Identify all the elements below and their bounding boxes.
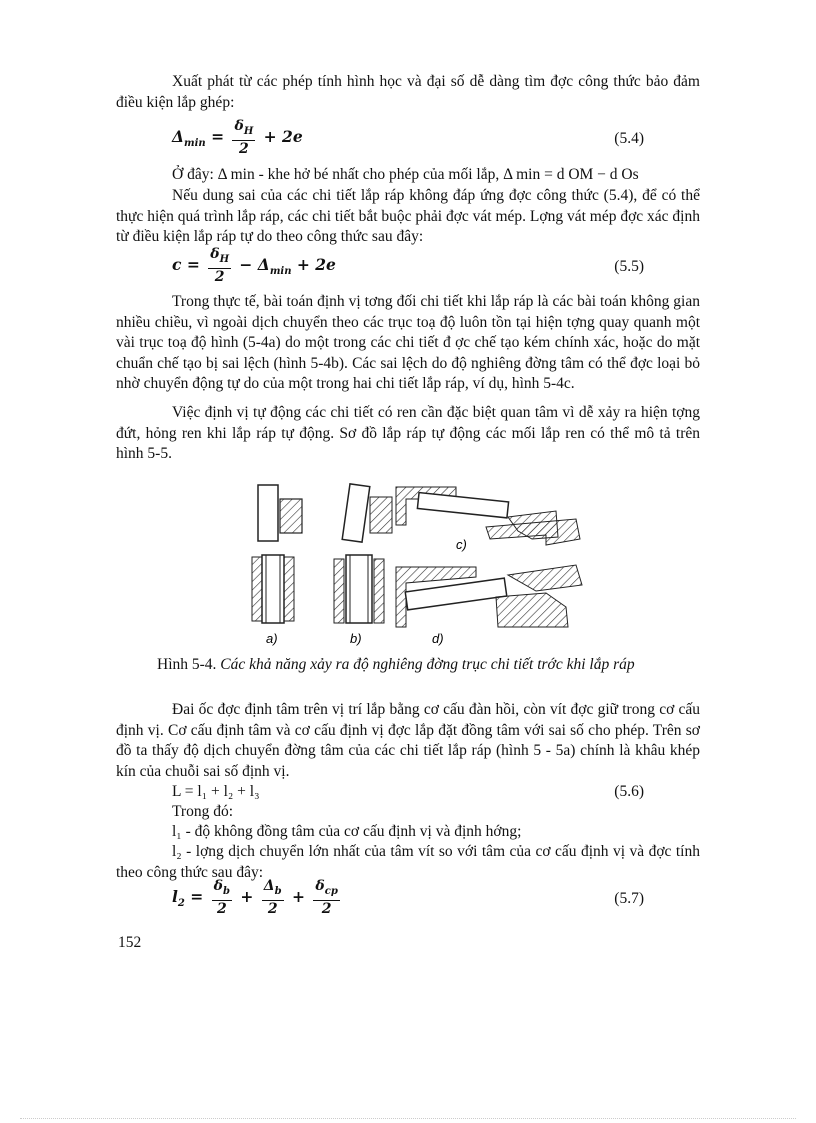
diagram-c (396, 487, 580, 545)
equation-5-7 (172, 878, 700, 920)
paragraph-intro: Xuất phát từ các phép tính hình học và đại số dễ dàng tìm đợc công thức bảo đảm điều kiện lắp ghép: (116, 73, 700, 111)
label-a: a) (266, 631, 278, 646)
formula-5-6: L = l₁ + l₂ + l₃ (172, 783, 260, 800)
page-number: 152 (118, 934, 142, 951)
caption-prefix: Hình 5-4. (157, 656, 217, 673)
line-l1: l₁ - độ không đồng tâm của cơ cấu định vị và định hớng; (172, 823, 522, 840)
paragraph-threads: Việc định vị tự động các chi tiết có ren cần đặc biệt quan tâm vì dễ xảy ra hiện tợng đứt, hỏng ren khi lắp ráp tự động. Sơ đồ lắp ráp tự động các mối lắp ren có thể mô tả trên hình 5-5. (116, 404, 700, 462)
paragraph-where: Ở đây: Δ min - khe hở bé nhất cho phép của mối lắp, Δ min = d OM − d Os (172, 166, 639, 183)
diagram-b-top (342, 484, 392, 542)
equation-number: (5.7) (614, 890, 644, 907)
equation-5-4 (172, 118, 700, 160)
equation-number: (5.5) (614, 258, 644, 275)
equation-number: (5.4) (614, 130, 644, 147)
label-d: d) (432, 631, 444, 646)
equation-5-5 (172, 246, 700, 288)
equation-5-6 (116, 782, 700, 803)
paragraph-reality: Trong thực tế, bài toán định vị tơng đối chi tiết khi lắp ráp là các bài toán không gian nhiều chiều, vì ngoài dịch chuyển theo các trục toạ độ luôn tồn tại hiện tợng quay quanh một vài trục toạ độ hình (5-4a) do một trong các chi tiết đ ợc chế tạo kém chính xác, hoặc do mặt chuẩn chế tạo bị sai lệch (hình 5-4b). Các sai lệch do độ nghiêng đờng tâm có thể đợc loại bỏ nhờ chuyển động tự do của một trong hai chi tiết lắp ráp, ví dụ, hình 5-4c. (116, 293, 700, 392)
formula-5-7: $l_2$ = $\frac{\delta_b}{2}$ + $\frac{\Delta_b}{2}$ + $\frac{\delta_{cp}}{2}$ (172, 878, 338, 917)
line-l2: l₂ - lợng dịch chuyển lớn nhất của tâm vít so với tâm của cơ cấu định vị và đợc tính theo công thức sau đây: (116, 843, 700, 881)
diagram-a-top (258, 485, 302, 541)
diagram-d (396, 565, 582, 627)
label-b: b) (350, 631, 362, 646)
diagram-b-bottom (334, 555, 384, 623)
equation-number: (5.6) (614, 783, 644, 800)
formula-5-5: c = $\frac{\delta_H}{2}$ − $\Delta_{min} + 2e$ (172, 246, 336, 285)
paragraph-tolerance: Nếu dung sai của các chi tiết lắp ráp không đáp ứng đợc công thức (5.4), để có thể thực hiện quá trình lắp ráp, các chi tiết bắt buộc phải đợc vát mép. Lợng vát mép đợc xác định từ điều kiện lắp ráp tự do theo công thức sau đây: (116, 187, 700, 245)
paragraph-nut: Đai ốc đợc định tâm trên vị trí lắp bằng cơ cấu đàn hồi, còn vít đợc giữ trong cơ cấu định vị. Cơ cấu định tâm và cơ cấu định vị đợc lắp đặt đồng tâm với sai số cho phép. Trên sơ đồ ta thấy độ dịch chuyển đờng tâm của các chi tiết lắp ráp (hình 5 - 5a) chính là khâu khép kín của chuỗi sai số định vị. (116, 701, 700, 780)
page-bottom-border (20, 1118, 796, 1119)
line-trong-do: Trong đó: (172, 803, 234, 820)
formula-5-4: $\Delta_{min}$ = $\frac{\delta_H}{2}$ + 2e (172, 118, 303, 157)
diagram-a-bottom (252, 555, 294, 623)
figure-caption (157, 656, 635, 674)
figure-5-4 (246, 477, 606, 647)
label-c: c) (456, 537, 467, 552)
caption-text: Các khả năng xảy ra độ nghiêng đờng trục chi tiết trớc khi lắp ráp (220, 656, 635, 673)
